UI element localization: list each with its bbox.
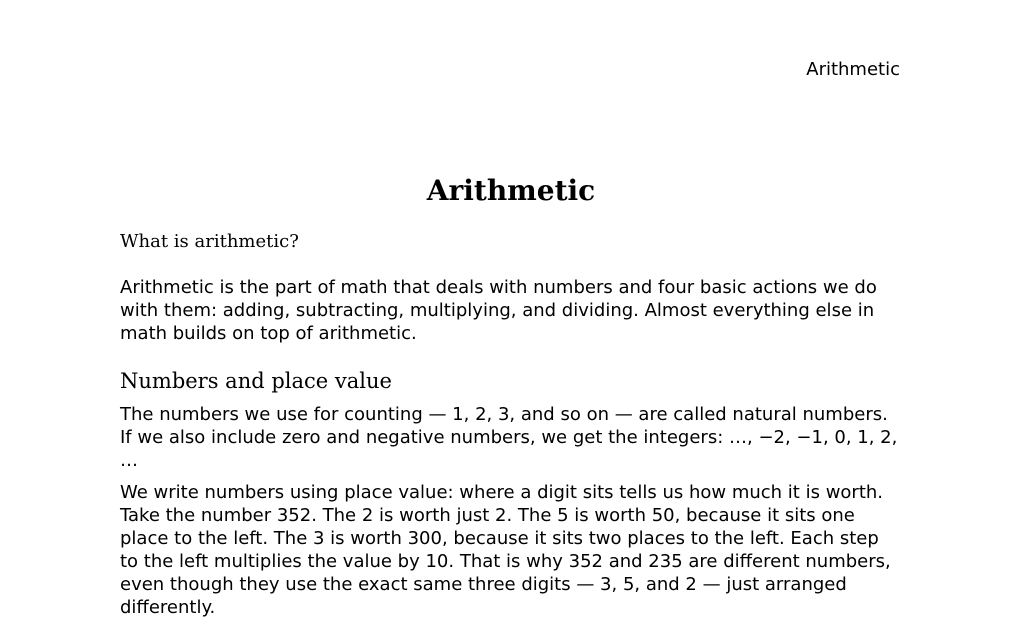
- running-header: Arithmetic: [806, 59, 900, 80]
- section-paragraph: We write numbers using place value: where a digit sits tells us how much it is worth. Take the number 352. The 2 is worth just 2. The 5 is worth 50, because it sits one place to the left. The 3 is worth 300, because it sits two places to the left. Each step to the left multiplies the value by 10. That is why 352 and 235 are different numbers, even though they use the exact same three digits — 3, 5, and 2 — just arranged differently.: [120, 482, 891, 618]
- section-heading: Numbers and place value: [120, 369, 392, 393]
- document-body: [120, 172, 902, 619]
- document-title: Arithmetic: [426, 174, 596, 207]
- intro-paragraph: Arithmetic is the part of math that deals with numbers and four basic actions we do with them: adding, subtracting, multiplying, and dividing. Almost everything else in math builds on top of arithmetic.: [120, 277, 877, 344]
- section-paragraph: The numbers we use for counting — 1, 2, 3, and so on — are called natural numbers. If we also include zero and negative numbers, we get the integers: …, −2, −1, 0, 1, 2, …: [120, 404, 898, 471]
- document-subtitle: What is arithmetic?: [120, 231, 299, 252]
